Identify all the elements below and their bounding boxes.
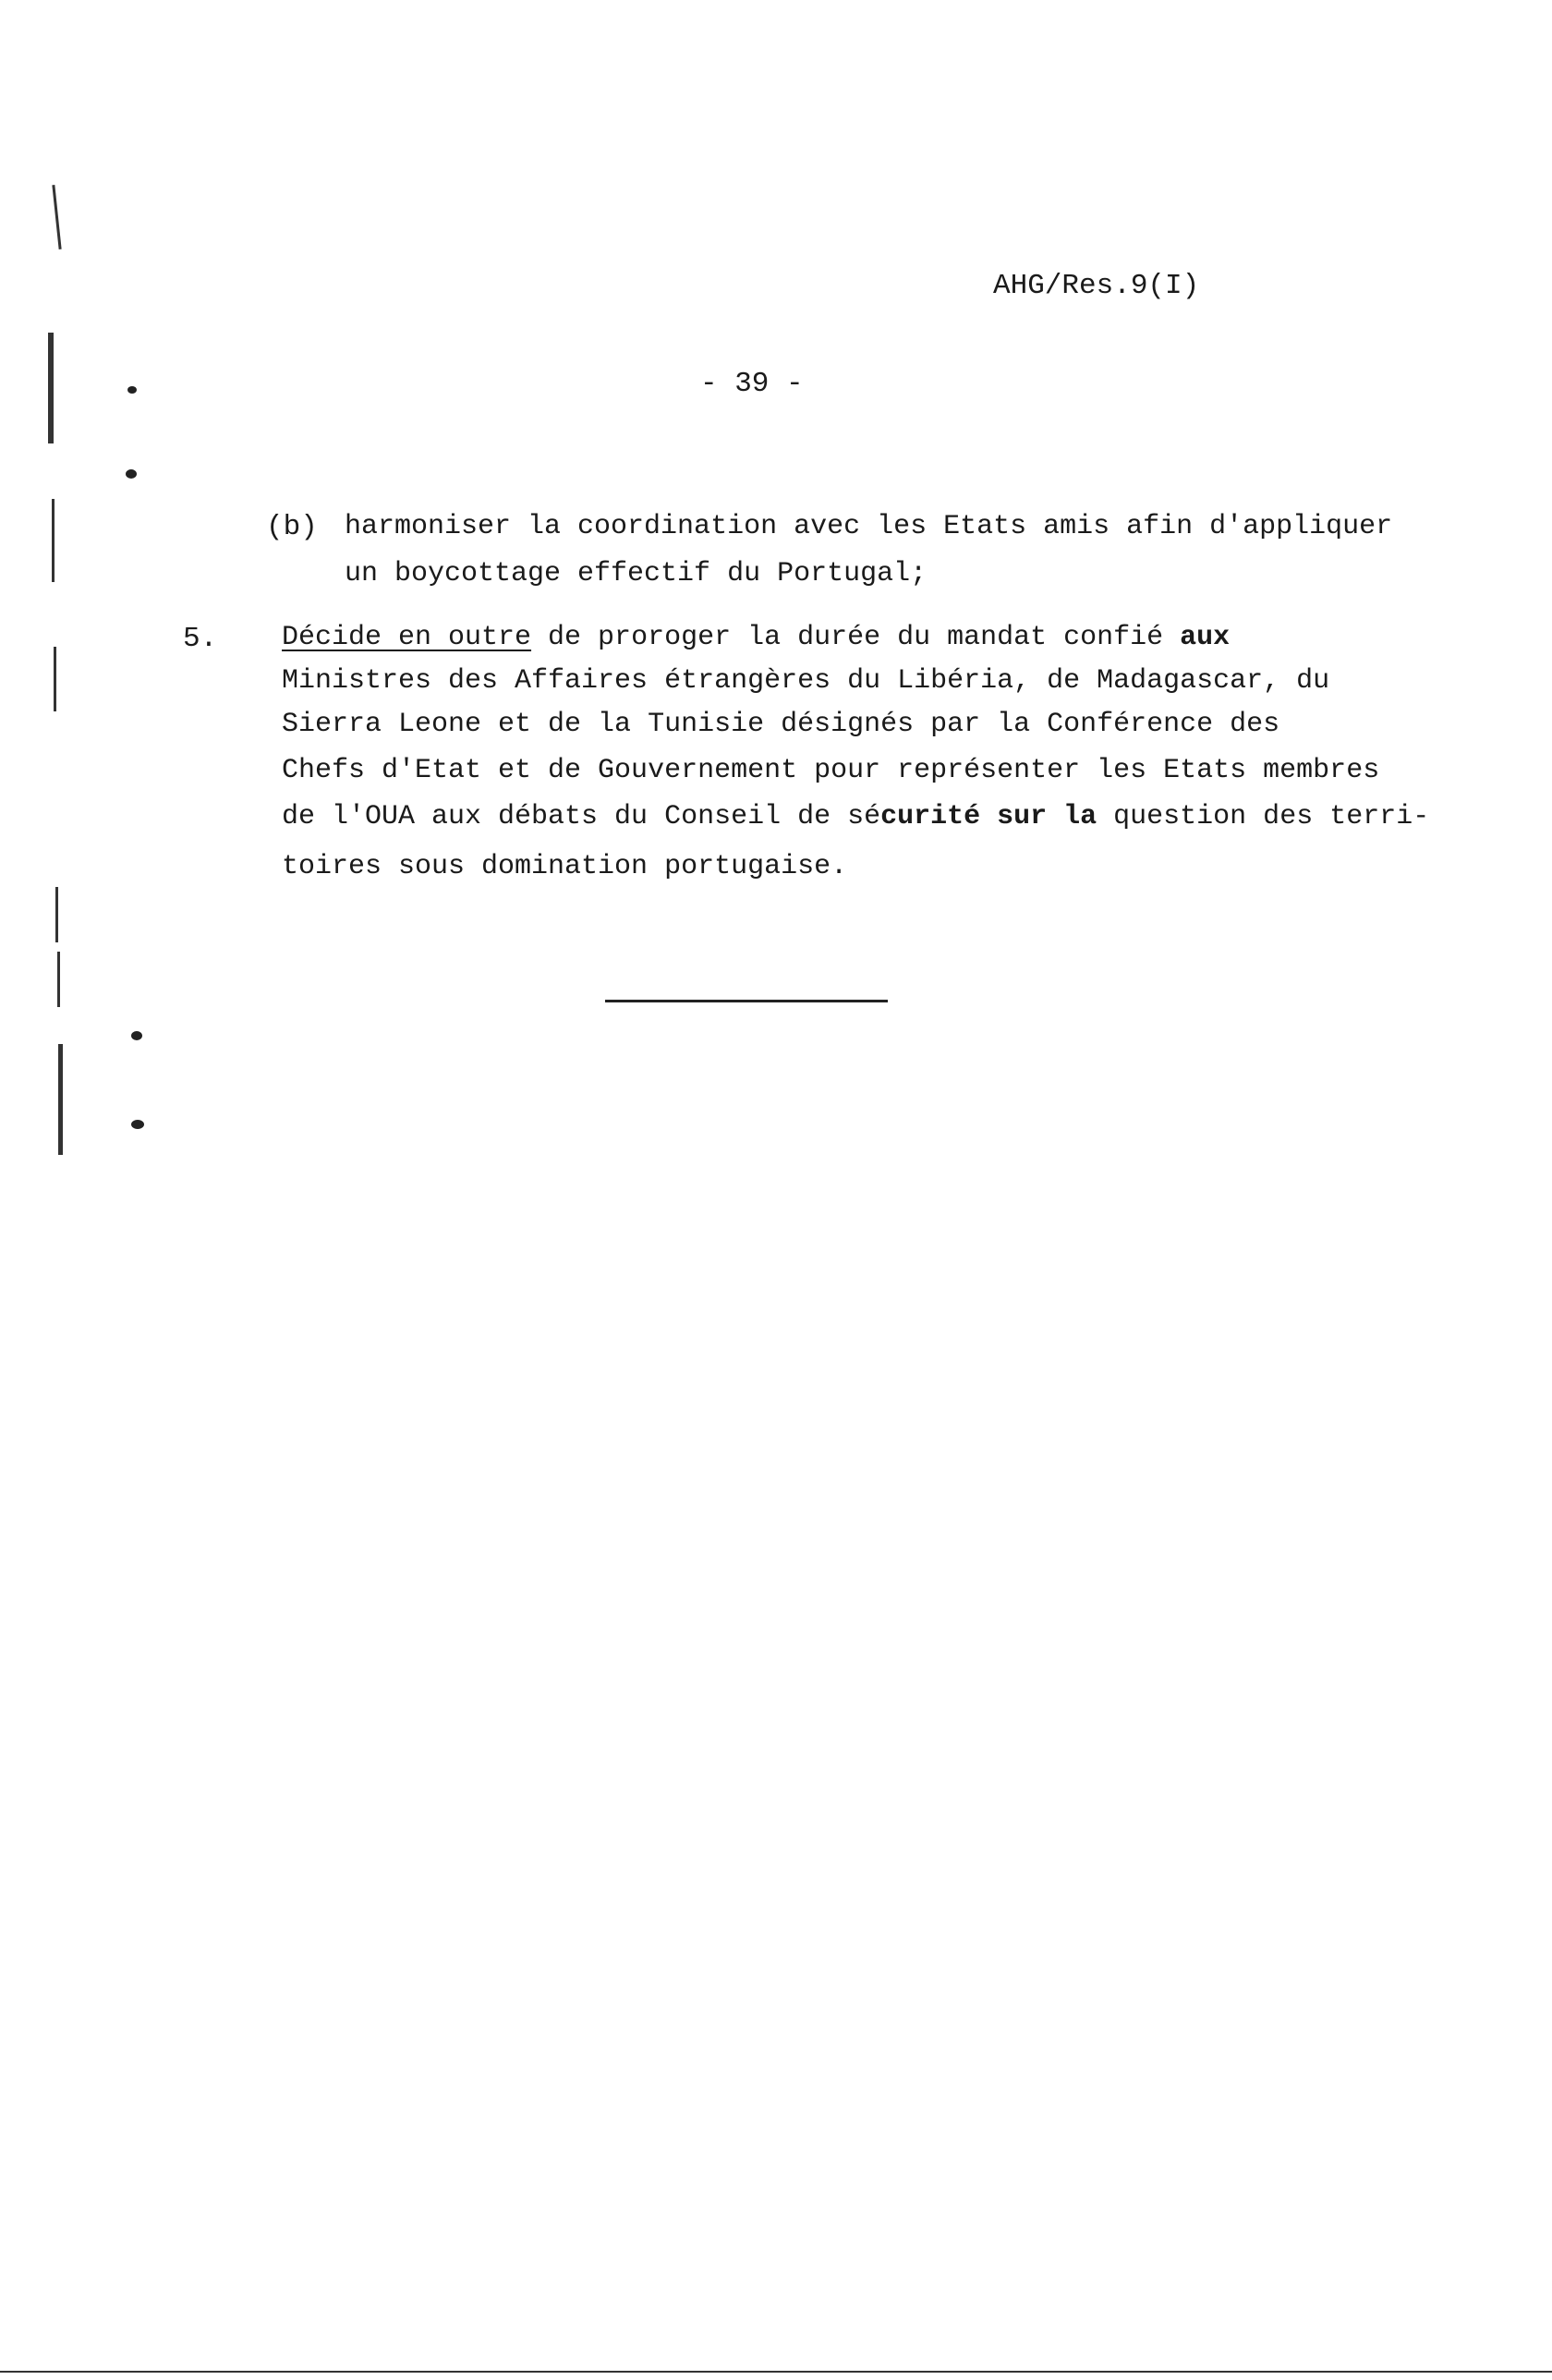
end-rule <box>605 1000 888 1002</box>
scan-mark <box>52 185 61 249</box>
item-5-line-5-bold: curité sur la <box>880 801 1097 832</box>
item-5-line-6: toires sous domination portugaise. <box>282 851 848 882</box>
item-5-line-5 <box>282 798 1429 835</box>
punch-hole-mark <box>127 386 137 394</box>
decide-en-outre-phrase: Décide en outre <box>282 622 532 653</box>
item-5-line-1-bold: aux <box>1180 622 1231 653</box>
scan-mark <box>54 647 56 711</box>
page-number: - 39 - <box>700 368 804 400</box>
scan-mark <box>52 499 55 582</box>
scan-bottom-edge <box>0 2371 1552 2373</box>
item-5-line-2: Ministres des Affaires étrangères du Libéria, de Madagascar, du <box>282 665 1330 697</box>
punch-hole-mark <box>126 469 137 479</box>
item-5-line-3: Sierra Leone et de la Tunisie désignés par la Conférence des <box>282 709 1280 740</box>
item-5-marker: 5. <box>183 623 218 655</box>
item-5-line-5-end: question des terri- <box>1097 801 1430 832</box>
punch-hole-mark <box>131 1031 142 1040</box>
item-b-marker: (b) <box>266 511 318 543</box>
item-5-line-5-start: de l'OUA aux débats du Conseil de sé <box>282 801 881 832</box>
document-reference: AHG/Res.9(I) <box>993 270 1200 302</box>
punch-hole-mark <box>131 1120 144 1129</box>
item-b-line-2: un boycottage effectif du Portugal; <box>345 558 928 589</box>
item-5-line-1 <box>282 619 1230 656</box>
scan-mark <box>57 952 60 1007</box>
scan-mark <box>55 887 58 942</box>
scan-mark <box>48 333 54 443</box>
item-5-line-4: Chefs d'Etat et de Gouvernement pour représenter les Etats membres <box>282 755 1380 786</box>
item-5-line-1-text: de proroger la durée du mandat confié <box>531 622 1181 653</box>
scan-mark <box>58 1044 63 1155</box>
item-b-line-1: harmoniser la coordination avec les Etats amis afin d'appliquer <box>345 511 1393 542</box>
